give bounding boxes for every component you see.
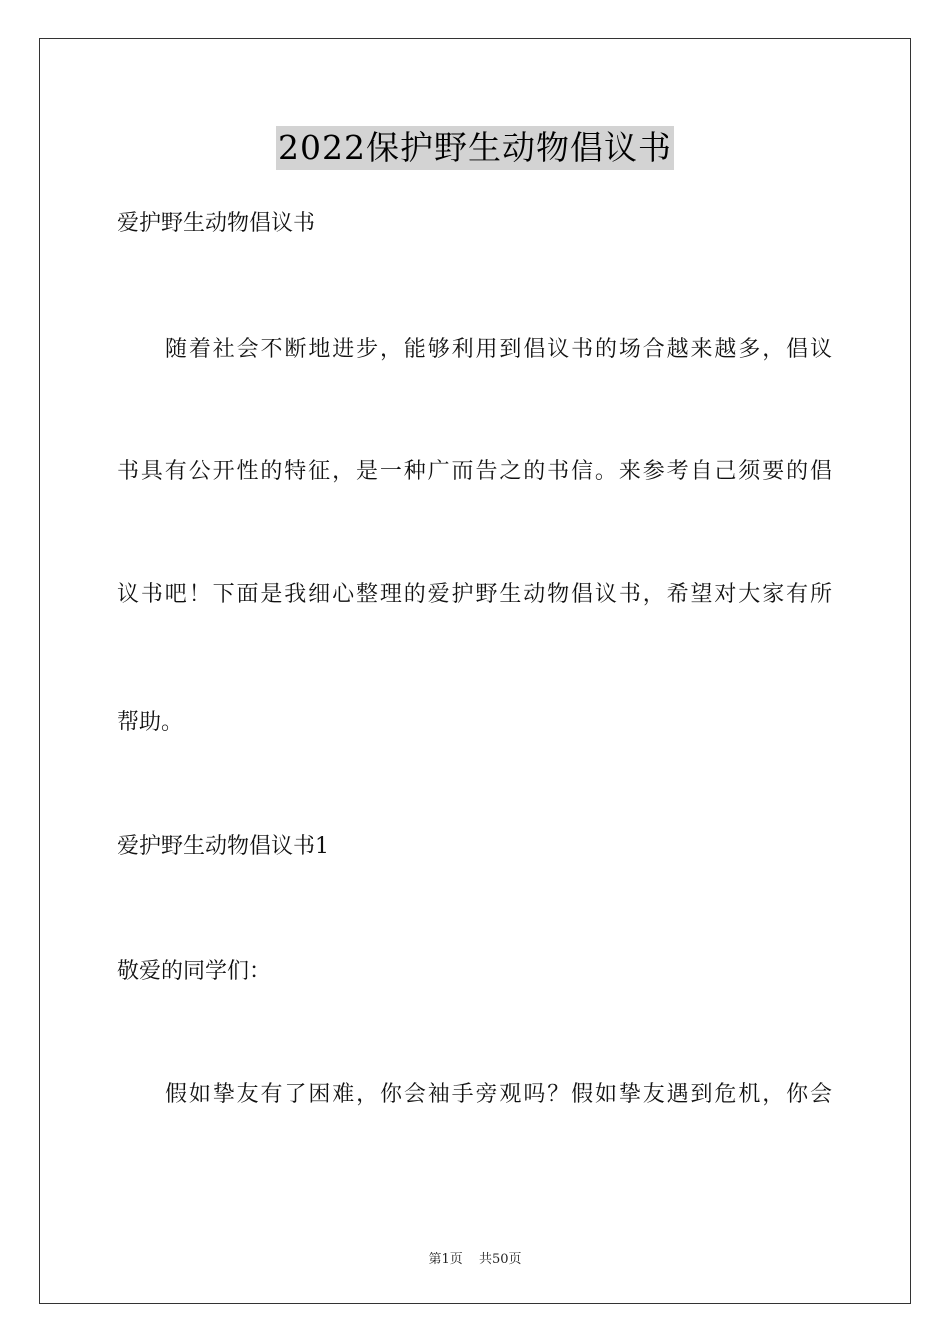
intro-line-3: 议书吧！下面是我细心整理的爱护野生动物倡议书，希望对大家有所 — [117, 582, 832, 607]
title-container — [0, 126, 950, 170]
page-total: 共50页 — [478, 1252, 522, 1267]
intro-line-1: 随着社会不断地进步，能够利用到倡议书的场合越来越多，倡议 — [165, 337, 832, 362]
salutation: 敬爱的同学们： — [117, 959, 272, 984]
page-footer — [0, 1248, 950, 1267]
document-subtitle: 爱护野生动物倡议书 — [117, 211, 316, 236]
intro-line-2: 书具有公开性的特征，是一种广而告之的书信。来参考自己须要的倡 — [117, 459, 832, 484]
body-line-1: 假如挚友有了困难，你会袖手旁观吗？假如挚友遇到危机，你会 — [165, 1082, 832, 1107]
intro-line-4: 帮助。 — [117, 710, 184, 735]
page-number: 第1页 — [428, 1252, 463, 1267]
section-heading: 爱护野生动物倡议书1 — [117, 834, 329, 859]
document-title: 2022保护野生动物倡议书 — [276, 126, 674, 170]
